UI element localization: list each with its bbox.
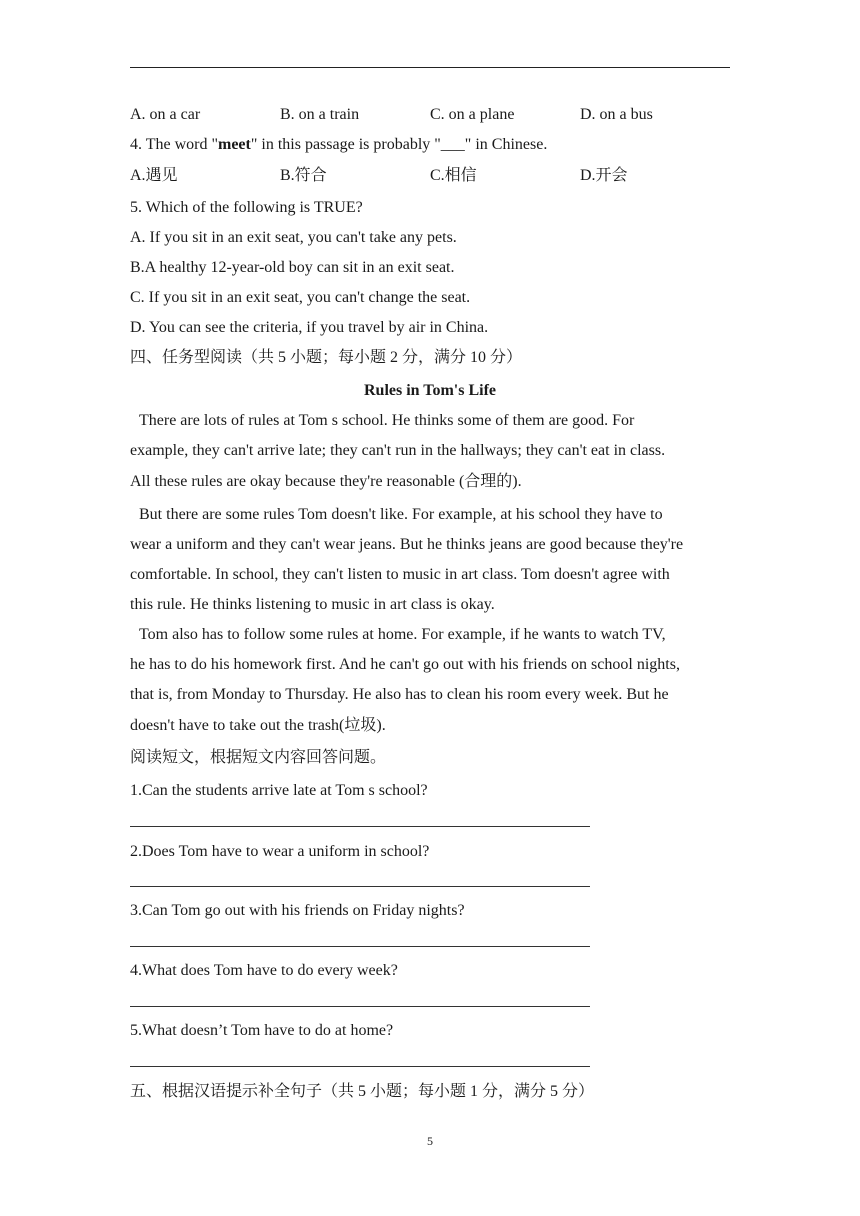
passage-line: There are lots of rules at Tom s school. He thinks some of them are good. For xyxy=(139,412,635,429)
passage-line: he has to do his homework first. And he can't go out with his friends on school nights, xyxy=(130,656,680,673)
q4-question xyxy=(130,135,547,155)
question-2: 2.Does Tom have to wear a uniform in school? xyxy=(130,843,430,860)
q3-option-b: B. on a train xyxy=(280,106,360,123)
passage-line: But there are some rules Tom doesn't like. For example, at his school they have to xyxy=(139,506,663,523)
passage-line: that is, from Monday to Thursday. He also has to clean his room every week. But he xyxy=(130,686,669,703)
passage-line: example, they can't arrive late; they can't run in the hallways; they can't eat in class. xyxy=(130,442,666,459)
q5-option-a: A. If you sit in an exit seat, you can't take any pets. xyxy=(130,229,457,246)
q4-options xyxy=(130,166,730,186)
question-1: 1.Can the students arrive late at Tom s school? xyxy=(130,782,428,799)
passage-line: doesn't have to take out the trash(垃圾). xyxy=(130,717,386,734)
q5-option-c: C. If you sit in an exit seat, you can't change the seat. xyxy=(130,289,471,306)
q4-text-after: " in this passage is probably "___" in Chinese. xyxy=(250,136,548,153)
section-5-heading: 五、根据汉语提示补全句子（共 5 小题；每小题 1 分，满分 5 分） xyxy=(130,1083,595,1100)
q3-option-d: D. on a bus xyxy=(580,106,653,123)
answer-line-2[interactable] xyxy=(130,886,590,887)
question-5: 5.What doesn’t Tom have to do at home? xyxy=(130,1022,394,1039)
q4-text-before: 4. The word " xyxy=(130,136,218,153)
answer-line-5[interactable] xyxy=(130,1066,590,1067)
q3-options xyxy=(130,105,730,125)
q4-option-d: D.开会 xyxy=(580,167,628,184)
section-4-heading: 四、任务型阅读（共 5 小题；每小题 2 分，满分 10 分） xyxy=(130,349,523,366)
question-4: 4.What does Tom have to do every week? xyxy=(130,962,398,979)
q5-option-d: D. You can see the criteria, if you travel by air in China. xyxy=(130,319,489,336)
passage-title: Rules in Tom's Life xyxy=(363,382,497,399)
question-3: 3.Can Tom go out with his friends on Friday nights? xyxy=(130,902,465,919)
passage-line: Tom also has to follow some rules at home. For example, if he wants to watch TV, xyxy=(139,626,666,643)
answer-line-1[interactable] xyxy=(130,826,590,827)
q4-option-a: A.遇见 xyxy=(130,167,178,184)
answer-line-4[interactable] xyxy=(130,1006,590,1007)
q3-option-a: A. on a car xyxy=(130,106,201,123)
header-rule xyxy=(130,67,730,68)
passage-line: wear a uniform and they can't wear jeans. But he thinks jeans are good because they're xyxy=(130,536,684,553)
q4-option-b: B.符合 xyxy=(280,167,327,184)
reading-instruction: 阅读短文，根据短文内容回答问题。 xyxy=(130,749,387,766)
q5-question: 5. Which of the following is TRUE? xyxy=(130,199,363,216)
passage-line: this rule. He thinks listening to music in art class is okay. xyxy=(130,596,495,613)
q4-keyword: meet xyxy=(218,136,251,153)
passage-line: comfortable. In school, they can't listen to music in art class. Tom doesn't agree with xyxy=(130,566,670,583)
answer-line-3[interactable] xyxy=(130,946,590,947)
q4-option-c: C.相信 xyxy=(430,167,477,184)
q3-option-c: C. on a plane xyxy=(430,106,515,123)
passage-line: All these rules are okay because they're reasonable (合理的). xyxy=(130,473,522,490)
q5-option-b: B.A healthy 12-year-old boy can sit in an exit seat. xyxy=(130,259,455,276)
page-number: 5 xyxy=(427,1134,433,1148)
